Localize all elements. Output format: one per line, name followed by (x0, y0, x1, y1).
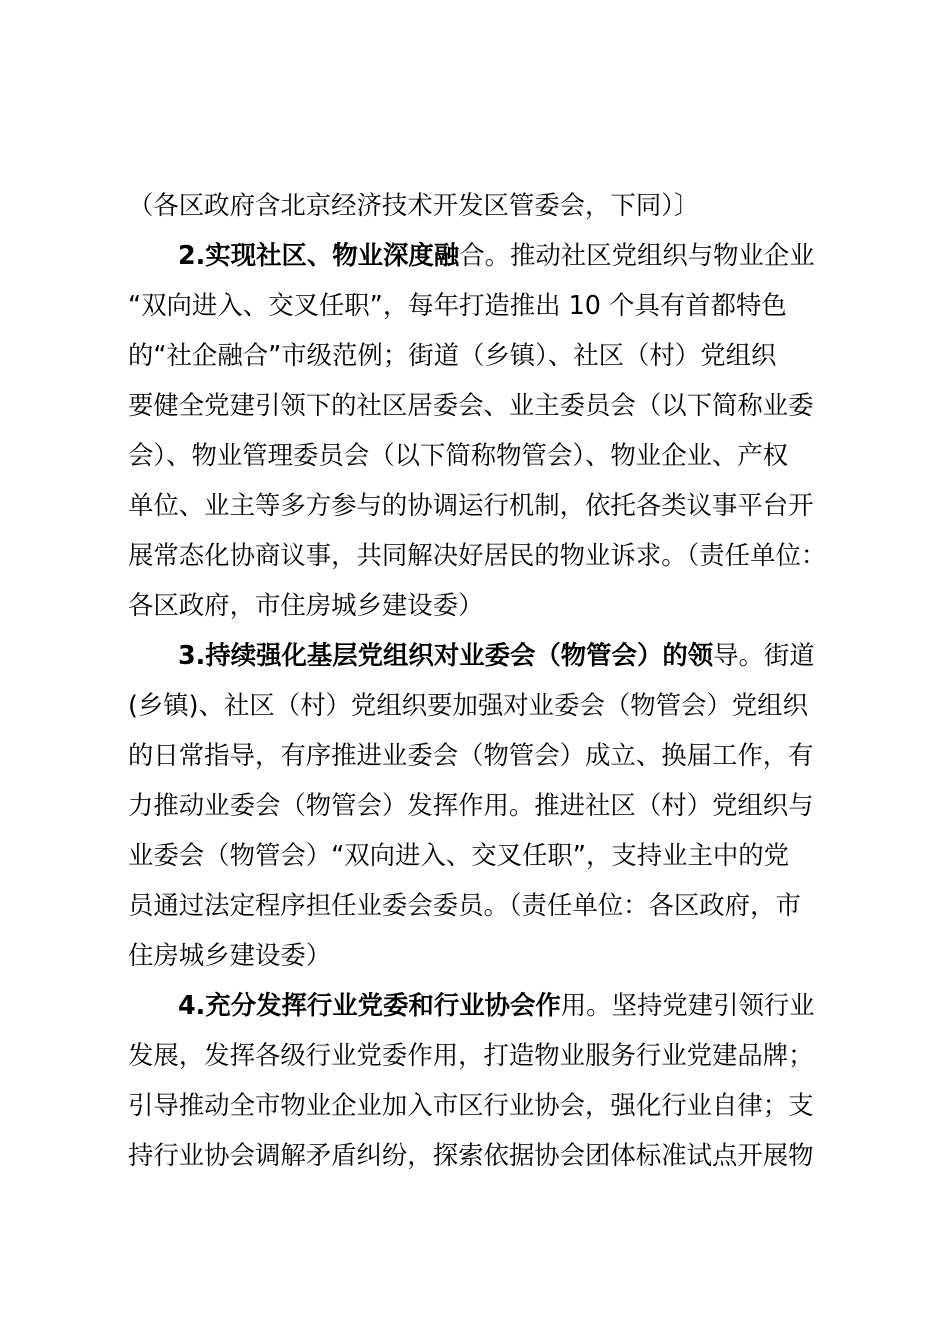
section-heading: 3.持续强化基层党组织对业委会（物管会）的领 (178, 640, 714, 670)
text-line: 持行业协会调解矛盾纠纷，探索依据协会团体标准试点开展物 (128, 1140, 814, 1170)
text-line: 发展，发挥各级行业党委作用，打造物业服务行业党建品牌； (128, 1040, 814, 1070)
section-heading: 4.充分发挥行业党委和行业协会作 (178, 990, 561, 1020)
section-heading-line: 2.实现社区、物业深度融合。推动社区党组织与物业企业 (178, 240, 815, 270)
section-heading-line: 3.持续强化基层党组织对业委会（物管会）的领导。街道 (178, 640, 815, 670)
text-line: （各区政府含北京经济技术开发区管委会，下同）〕 (128, 190, 700, 220)
text-line: 引导推动全市物业企业加入市区行业协会，强化行业自律；支 (128, 1090, 814, 1120)
text-line: 住房城乡建设委） (128, 940, 332, 970)
text-line: 的“社企融合”市级范例；街道（乡镇）、社区（村）党组织 (128, 340, 777, 370)
text-line: 展常态化协商议事，共同解决好居民的物业诉求。（责任单位： (128, 540, 827, 570)
text-line: (乡镇)、社区（村）党组织要加强对业委会（物管会）党组织 (128, 690, 808, 720)
text-line: 单位、业主等多方参与的协调运行机制，依托各类议事平台开 (128, 490, 814, 520)
text-line: 力推动业委会（物管会）发挥作用。推进社区（村）党组织与 (128, 790, 814, 820)
text-line: 要健全党建引领下的社区居委会、业主委员会（以下简称业委 (128, 390, 814, 420)
text-line: 的日常指导，有序推进业委会（物管会）成立、换届工作，有 (128, 740, 814, 770)
text-line: “双向进入、交叉任职”，每年打造推出 10 个具有首都特色 (128, 290, 787, 320)
text-line: 各区政府，市住房城乡建设委） (128, 590, 484, 620)
text-line: 员通过法定程序担任业委会委员。（责任单位：各区政府，市 (128, 890, 801, 920)
text-line: 业委会（物管会）“双向进入、交叉任职”，支持业主中的党 (128, 840, 790, 870)
section-heading-line: 4.充分发挥行业党委和行业协会作用。坚持党建引领行业 (178, 990, 815, 1020)
text-line: 会）、物业管理委员会（以下简称物管会）、物业企业、产权 (128, 440, 789, 470)
section-heading: 2.实现社区、物业深度融 (178, 240, 460, 270)
